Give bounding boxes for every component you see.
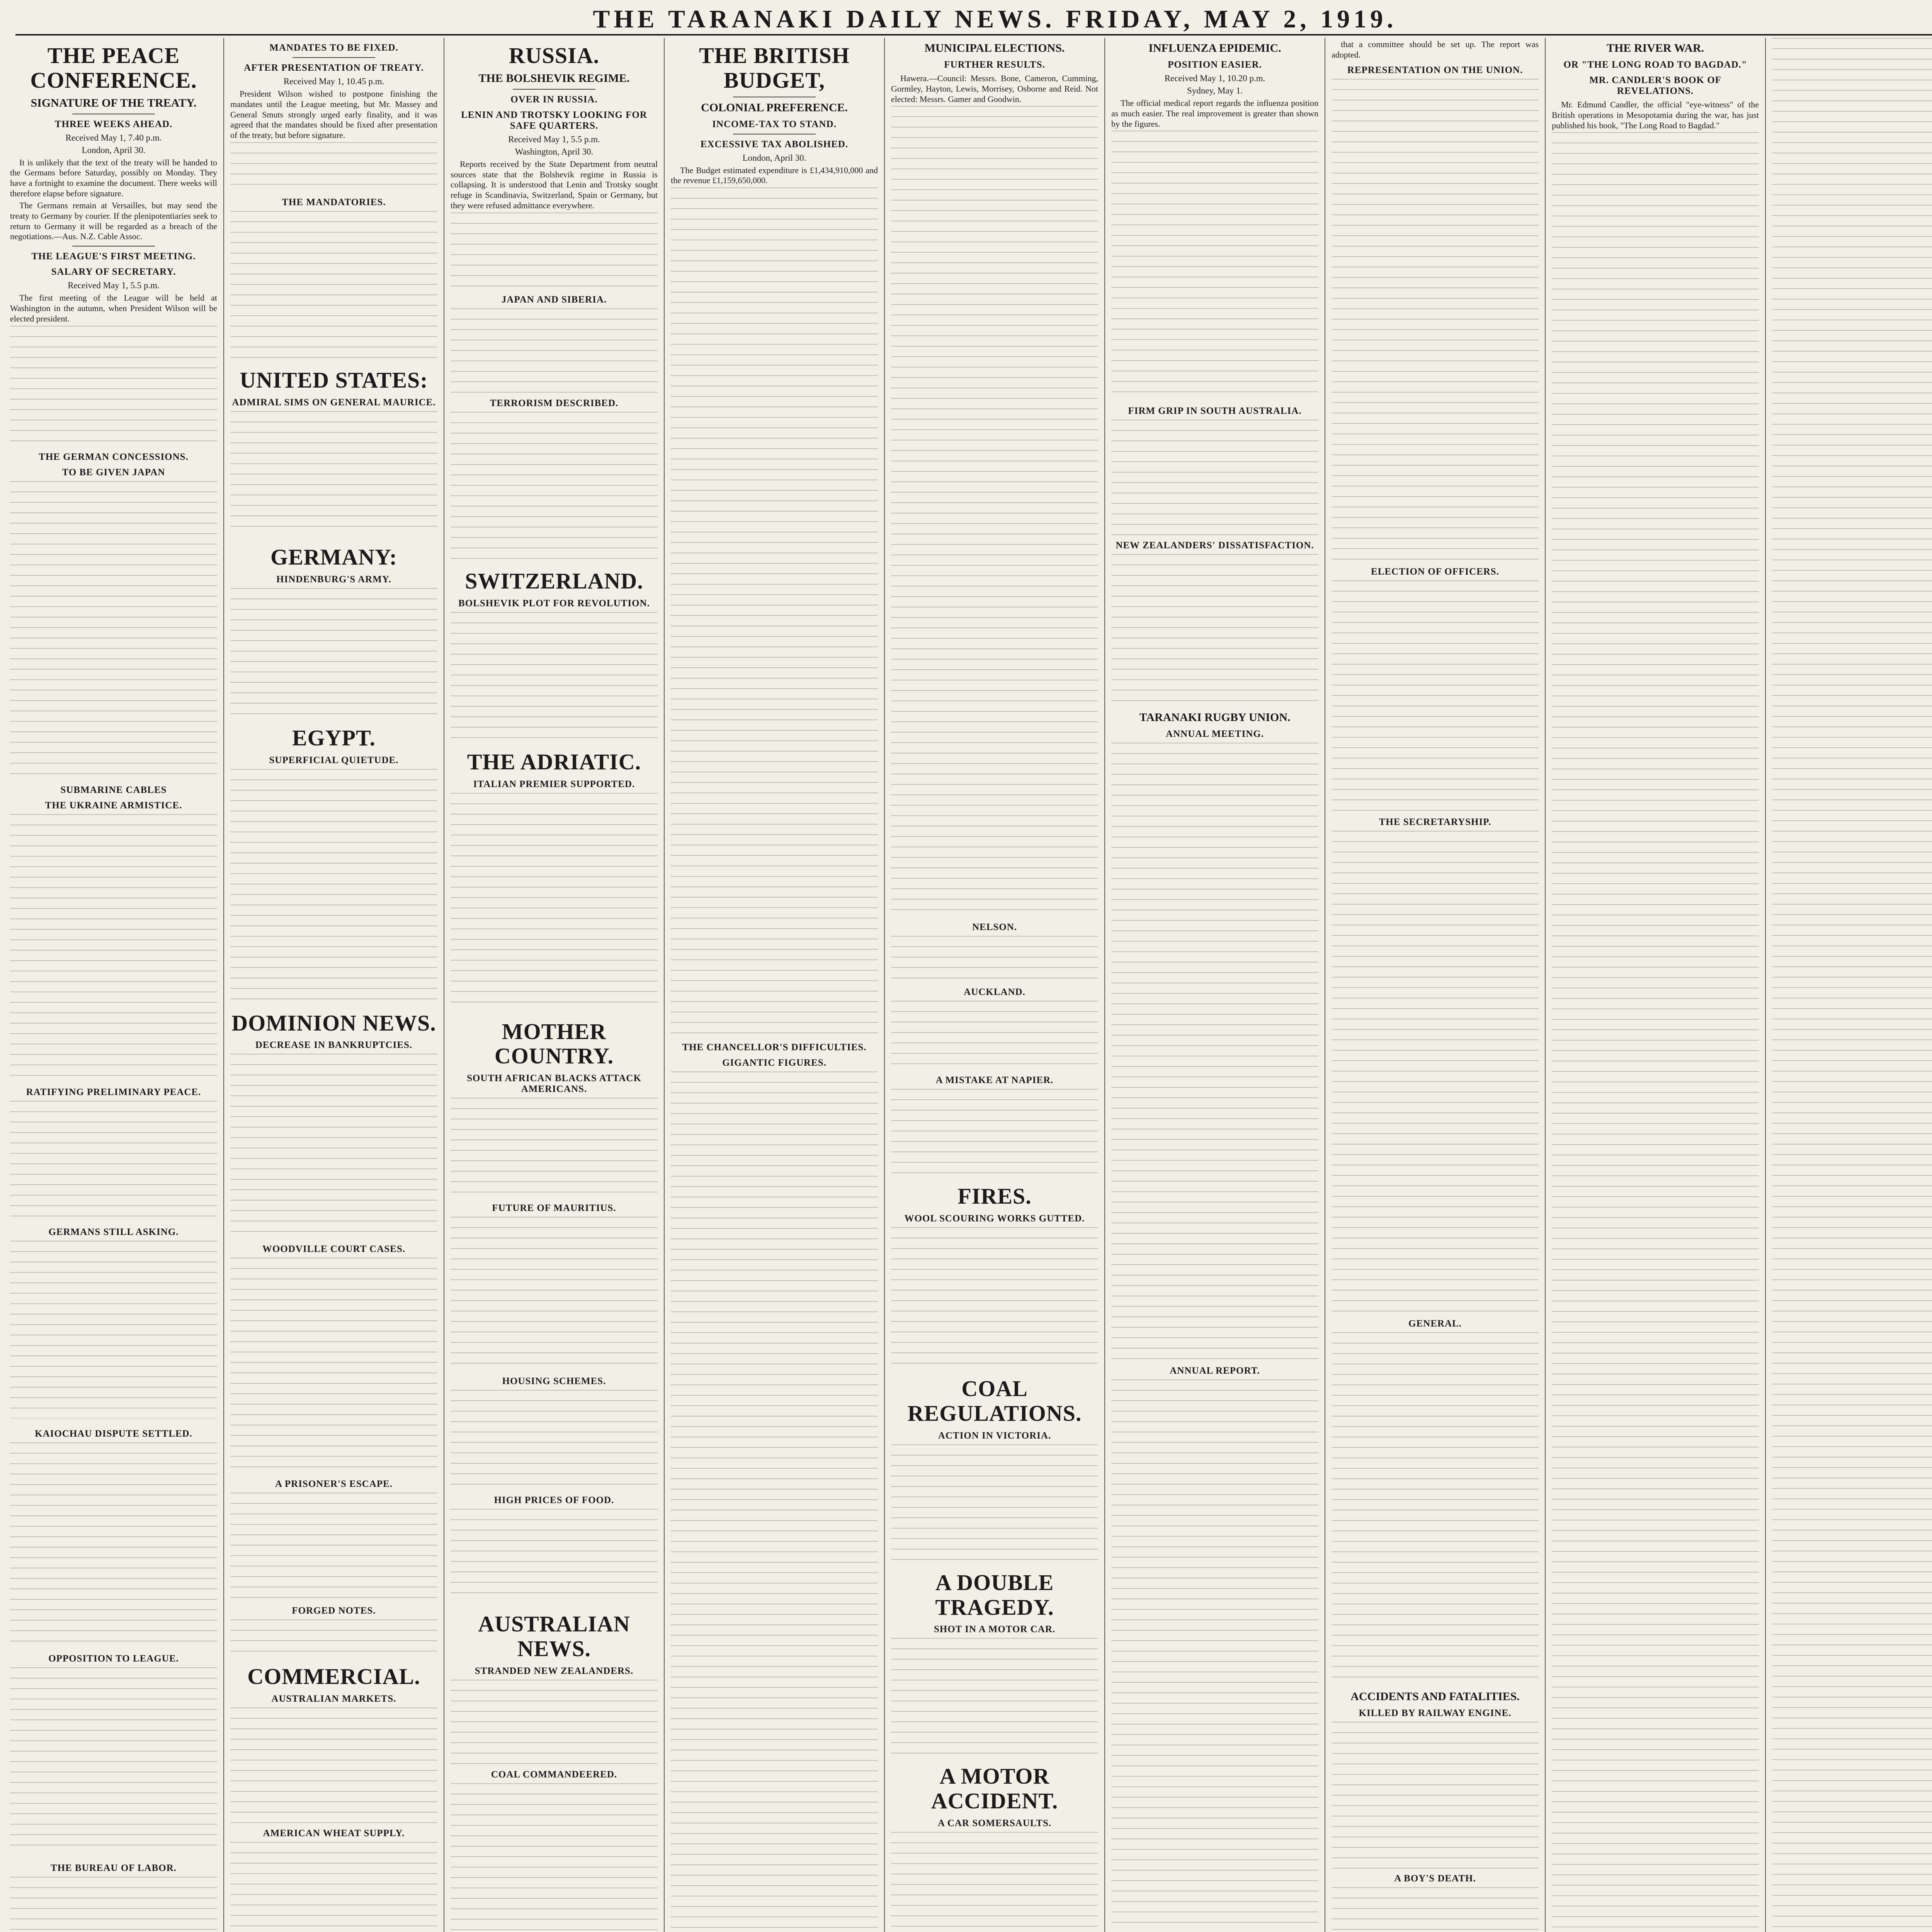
section-heading: MR. CANDLER'S BOOK OF REVELATIONS. [1589, 75, 1721, 96]
section-heading: INCOME-TAX TO STAND. [712, 119, 837, 129]
section-heading: NELSON. [972, 922, 1017, 933]
headline: EGYPT. [292, 725, 376, 750]
text-block [230, 769, 437, 1001]
section-heading: LENIN AND TROTSKY LOOKING FOR SAFE QUARTERS. [461, 109, 647, 131]
paragraph: The first meeting of the League will be held at Washington in the autumn, when President Wilson will be elected president. [10, 293, 217, 323]
section-heading: THE LEAGUE'S FIRST MEETING. [31, 251, 196, 262]
article-peace-conference [10, 43, 217, 442]
dateline: Received May 1, 10.45 p.m. [283, 77, 384, 86]
section-heading: FURTHER RESULTS. [944, 60, 1045, 70]
section-heading: WOOL SCOURING WORKS GUTTED. [904, 1213, 1085, 1224]
text-block [451, 1783, 658, 1932]
text-block [451, 213, 658, 290]
headline: DOMINION NEWS. [231, 1010, 436, 1036]
text-block [451, 1098, 658, 1198]
text-block [10, 481, 217, 775]
section-heading: GIGANTIC FIGURES. [722, 1058, 827, 1068]
text-block [1332, 831, 1539, 1314]
text-block [230, 411, 437, 535]
article-influenza [1111, 42, 1318, 701]
columns [4, 38, 1932, 1932]
text-block [891, 1227, 1098, 1366]
section-heading: REPRESENTATION ON THE UNION. [1347, 65, 1523, 75]
section-heading: ITALIAN PREMIER SUPPORTED. [473, 779, 635, 789]
article-fires [891, 1184, 1098, 1366]
column-5 [885, 38, 1105, 1932]
text-block [671, 187, 878, 1037]
subheadline: THE BOLSHEVIK REGIME. [478, 71, 630, 85]
headline: A DOUBLE TRAGEDY. [935, 1570, 1054, 1620]
text-block [891, 1444, 1098, 1560]
dateline: London, April 30. [742, 153, 806, 163]
section-heading: TERRORISM DESCRIBED. [490, 398, 619, 408]
article-commercial [230, 1664, 437, 1932]
text-block [1111, 131, 1318, 401]
section-heading: MANDATES TO BE FIXED. [269, 43, 398, 53]
article-british-budget [671, 43, 878, 1932]
dateline: Received May 1, 5.5 p.m. [68, 281, 160, 291]
paragraph: President Wilson wished to postpone finishing the mandates until the League meeting, but Mr. Massey and General Smuts strongly urged early finality, and it was agreed that the mandates should be fixed after presentation of the treaty, but before signature. [230, 89, 437, 140]
text-block [10, 1101, 217, 1217]
section-heading: ELECTION OF OFFICERS. [1371, 566, 1499, 577]
section-heading: KAIOCHAU DISPUTE SETTLED. [35, 1428, 192, 1439]
section-heading: TO BE GIVEN JAPAN [62, 467, 165, 478]
text-block [1332, 1722, 1539, 1869]
text-block [1111, 554, 1318, 701]
section-heading: COAL COMMANDEERED. [491, 1769, 617, 1780]
divider [72, 246, 155, 247]
text-block [451, 793, 658, 1009]
column-4 [665, 38, 885, 1932]
masthead [15, 2, 1932, 36]
headline: THE ADRIATIC. [467, 749, 641, 774]
section-heading: A BOY'S DEATH. [1394, 1873, 1476, 1884]
article [10, 1429, 217, 1643]
section-heading: SALARY OF SECRETARY. [51, 267, 176, 277]
article [10, 452, 217, 775]
article-rugby-continued [1332, 39, 1539, 1680]
section-heading: FUTURE OF MAURITIUS. [492, 1203, 616, 1214]
section-heading: SUPERFICIAL QUIETUDE. [269, 755, 399, 765]
subheadline: THE RIVER WAR. [1607, 42, 1704, 54]
subheadline: SIGNATURE OF THE TREATY. [31, 96, 197, 109]
article-united-states [230, 368, 437, 535]
section-heading: AUSTRALIAN MARKETS. [271, 1694, 396, 1704]
section-heading: STRANDED NEW ZEALANDERS. [474, 1665, 634, 1676]
text-block [230, 142, 437, 192]
text-block [230, 1493, 437, 1601]
headline: UNITED STATES: [240, 367, 428, 393]
text-block [891, 1638, 1098, 1754]
section-heading: FIRM GRIP IN SOUTH AUSTRALIA. [1128, 406, 1302, 417]
text-block [451, 1390, 658, 1490]
article [10, 1863, 217, 1932]
text-block [10, 1241, 217, 1418]
section-heading: A PRISONER'S ESCAPE. [275, 1479, 393, 1490]
text-block [891, 936, 1098, 982]
paragraph: It is unlikely that the text of the treaty will be handed to the Germans before Saturday, possibly on Monday. They have a fortnight to examine the document. There weeks will therefore elapse before signature. [10, 157, 217, 199]
text-block [1111, 420, 1318, 536]
headline: MOTHER COUNTRY. [494, 1019, 614, 1069]
section-heading: A CAR SOMERSAULTS. [937, 1818, 1052, 1829]
text-block [230, 211, 437, 358]
article-municipal-elections [891, 42, 1098, 1174]
section-heading: BOLSHEVIK PLOT FOR REVOLUTION. [458, 598, 650, 609]
section-heading: JAPAN AND SIBERIA. [501, 294, 607, 305]
column-8 [1546, 38, 1766, 1932]
section-heading: THREE WEEKS AHEAD. [54, 119, 173, 129]
text-block [1772, 38, 1932, 1932]
subheadline: COLONIAL PREFERENCE. [701, 101, 848, 114]
headline: COMMERCIAL. [247, 1664, 420, 1689]
section-heading: AUCKLAND. [964, 987, 1026, 998]
section-heading: THE UKRAINE ARMISTICE. [45, 800, 182, 811]
dateline: Received May 1, 5.5 p.m. [508, 134, 600, 144]
text-block [451, 1217, 658, 1371]
section-heading: AFTER PRESENTATION OF TREATY. [244, 63, 424, 73]
text-block [451, 412, 658, 559]
paragraph: Mr. Edmund Candler, the official "eye-witness" of the British operations in Mesopotamia during the war, has just published his book, "The Long Road to Bagdad." [1552, 100, 1759, 130]
text-block [891, 106, 1098, 917]
article-double-tragedy [891, 1570, 1098, 1754]
article [10, 1227, 217, 1418]
text-block [451, 1680, 658, 1765]
article-egypt [230, 726, 437, 1001]
section-heading: SUBMARINE CABLES [60, 784, 167, 795]
section-heading: HOUSING SCHEMES. [502, 1376, 606, 1387]
section-heading: SHOT IN A MOTOR CAR. [934, 1624, 1056, 1635]
column-3 [444, 38, 665, 1932]
section-heading: EXCESSIVE TAX ABOLISHED. [700, 139, 849, 150]
text-block [671, 1071, 878, 1932]
column-1 [4, 38, 224, 1932]
text-block [451, 308, 658, 393]
section-heading: AMERICAN WHEAT SUPPLY. [263, 1828, 405, 1839]
article [10, 785, 217, 1077]
section-heading: OPPOSITION TO LEAGUE. [48, 1653, 179, 1664]
section-heading: ANNUAL REPORT. [1170, 1366, 1260, 1376]
headline: THE BRITISH BUDGET, [699, 43, 850, 93]
section-heading: HIGH PRICES OF FOOD. [494, 1495, 614, 1506]
divider [513, 89, 595, 90]
text-block [10, 814, 217, 1077]
section-heading: RATIFYING PRELIMINARY PEACE. [26, 1087, 201, 1097]
section-heading: ADMIRAL SIMS ON GENERAL MAURICE. [232, 397, 436, 408]
article-taranaki-rugby [1111, 711, 1318, 1932]
text-block [451, 1509, 658, 1602]
column-7 [1325, 38, 1546, 1932]
article [10, 1653, 217, 1853]
section-heading: GERMANS STILL ASKING. [48, 1226, 179, 1237]
article-adriatic [451, 750, 658, 1009]
headline: SWITZERLAND. [465, 568, 643, 594]
text-block [10, 326, 217, 442]
subheadline: INFLUENZA EPIDEMIC. [1148, 42, 1281, 54]
dateline: Sydney, May 1. [1187, 86, 1243, 95]
paragraph: Reports received by the State Department from neutral sources state that the Bolshevik regime in Russia is collapsing. It is understood that Lenin and Trotsky sought refuge in Scandinavia, Switzerland, Spain or Germany, but they were refused admittance everywhere. [451, 159, 658, 211]
section-heading: POSITION EASIER. [1168, 60, 1262, 70]
section-heading: THE CHANCELLOR'S DIFFICULTIES. [682, 1042, 867, 1053]
text-block [1552, 132, 1759, 1932]
section-heading: THE MANDATORIES. [282, 197, 386, 208]
section-heading: OVER IN RUSSIA. [510, 94, 598, 105]
column-2 [224, 38, 444, 1932]
article-motor-accident [891, 1764, 1098, 1932]
text-block [1332, 1887, 1539, 1932]
article-switzerland [451, 569, 658, 740]
headline: A MOTOR ACCIDENT. [931, 1764, 1058, 1814]
section-heading: FORGED NOTES. [292, 1605, 376, 1616]
section-heading: THE GERMAN CONCESSIONS. [39, 451, 189, 462]
text-block [1111, 743, 1318, 1361]
paragraph: The Germans remain at Versailles, but may send the treaty to Germany by courier. If the plenipotentiaries seek to return to Germany it will be regarded as a breach of the negotiations.—Aus. N.Z. Cable Assoc. [10, 200, 217, 242]
section-heading: ANNUAL MEETING. [1166, 729, 1264, 740]
text-block [1332, 1332, 1539, 1680]
section-heading: THE BUREAU OF LABOR. [50, 1862, 177, 1873]
headline: FIRES. [957, 1184, 1032, 1209]
section-heading: THE SECRETARYSHIP. [1379, 816, 1492, 827]
divider [293, 57, 375, 58]
text-block [230, 1708, 437, 1823]
text-block [10, 1442, 217, 1643]
paragraph: The Budget estimated expenditure is £1,434,910,000 and the revenue £1,159,650,000. [671, 165, 878, 185]
article [10, 1087, 217, 1217]
column-9 [1766, 38, 1932, 1932]
subheadline: ACCIDENTS AND FATALITIES. [1350, 1690, 1520, 1703]
column-6 [1105, 38, 1325, 1932]
section-heading: GENERAL. [1408, 1318, 1462, 1329]
article-germany [230, 545, 437, 716]
text-block [891, 1832, 1098, 1932]
text-block [1332, 79, 1539, 562]
text-block [891, 1089, 1098, 1174]
headline: GERMANY: [270, 544, 398, 570]
dateline: London, April 30. [82, 145, 146, 155]
section-heading: KILLED BY RAILWAY ENGINE. [1359, 1708, 1512, 1718]
text-block [10, 1877, 217, 1932]
text-block [1111, 1379, 1318, 1932]
article-australian-news [451, 1612, 658, 1932]
text-block [230, 1619, 437, 1654]
masthead-title: THE TARANAKI DAILY NEWS. FRIDAY, MAY 2, 1919. [593, 5, 1397, 33]
article-russia [451, 43, 658, 559]
headline: RUSSIA. [509, 43, 600, 68]
section-heading: SOUTH AFRICAN BLACKS ATTACK AMERICANS. [467, 1073, 641, 1095]
text-block [1332, 580, 1539, 812]
subheadline: TARANAKI RUGBY UNION. [1139, 711, 1291, 724]
paragraph: that a committee should be set up. The report was adopted. [1332, 39, 1539, 60]
dateline: Received May 1, 7.40 p.m. [65, 133, 162, 143]
text-block [230, 1842, 437, 1932]
paragraph: Hawera.—Council: Messrs. Bone, Cameron, Cumming, Gormley, Hayton, Lewis, Morrisey, Osborne and Reid. Not elected: Messrs. Gamer and Goodwin. [891, 73, 1098, 104]
text-block [230, 1258, 437, 1474]
section-heading: DECREASE IN BANKRUPTCIES. [255, 1040, 413, 1051]
section-heading: HINDENBURG'S ARMY. [276, 574, 391, 585]
headline: THE PEACE CONFERENCE. [30, 43, 197, 93]
article-accidents [1332, 1690, 1539, 1932]
dateline: Received May 1, 10.20 p.m. [1164, 73, 1265, 83]
section-heading: ACTION IN VICTORIA. [938, 1430, 1051, 1441]
section-heading: OR "THE LONG ROAD TO BAGDAD." [1563, 60, 1747, 70]
section-heading: WOODVILLE COURT CASES. [262, 1244, 406, 1255]
text-block [451, 612, 658, 740]
article-river-war [1552, 42, 1759, 1932]
paragraph: The official medical report regards the influenza position as much easier. The real improvement is greater than shown by the figures. [1111, 98, 1318, 129]
subheadline: MUNICIPAL ELECTIONS. [924, 42, 1065, 54]
section-heading: NEW ZEALANDERS' DISSATISFACTION. [1116, 540, 1314, 551]
headline: COAL REGULATIONS. [907, 1376, 1082, 1426]
text-block [230, 588, 437, 716]
article-dominion-news [230, 1011, 437, 1655]
text-block [10, 1667, 217, 1853]
section-heading: A MISTAKE AT NAPIER. [935, 1075, 1054, 1086]
text-block [891, 1001, 1098, 1070]
article-mother-country [451, 1019, 658, 1602]
article-mandates [230, 43, 437, 358]
dateline: Washington, April 30. [515, 146, 594, 156]
headline: AUSTRALIAN NEWS. [478, 1611, 630, 1661]
article-coal-regulations [891, 1376, 1098, 1560]
text-block [230, 1054, 437, 1239]
